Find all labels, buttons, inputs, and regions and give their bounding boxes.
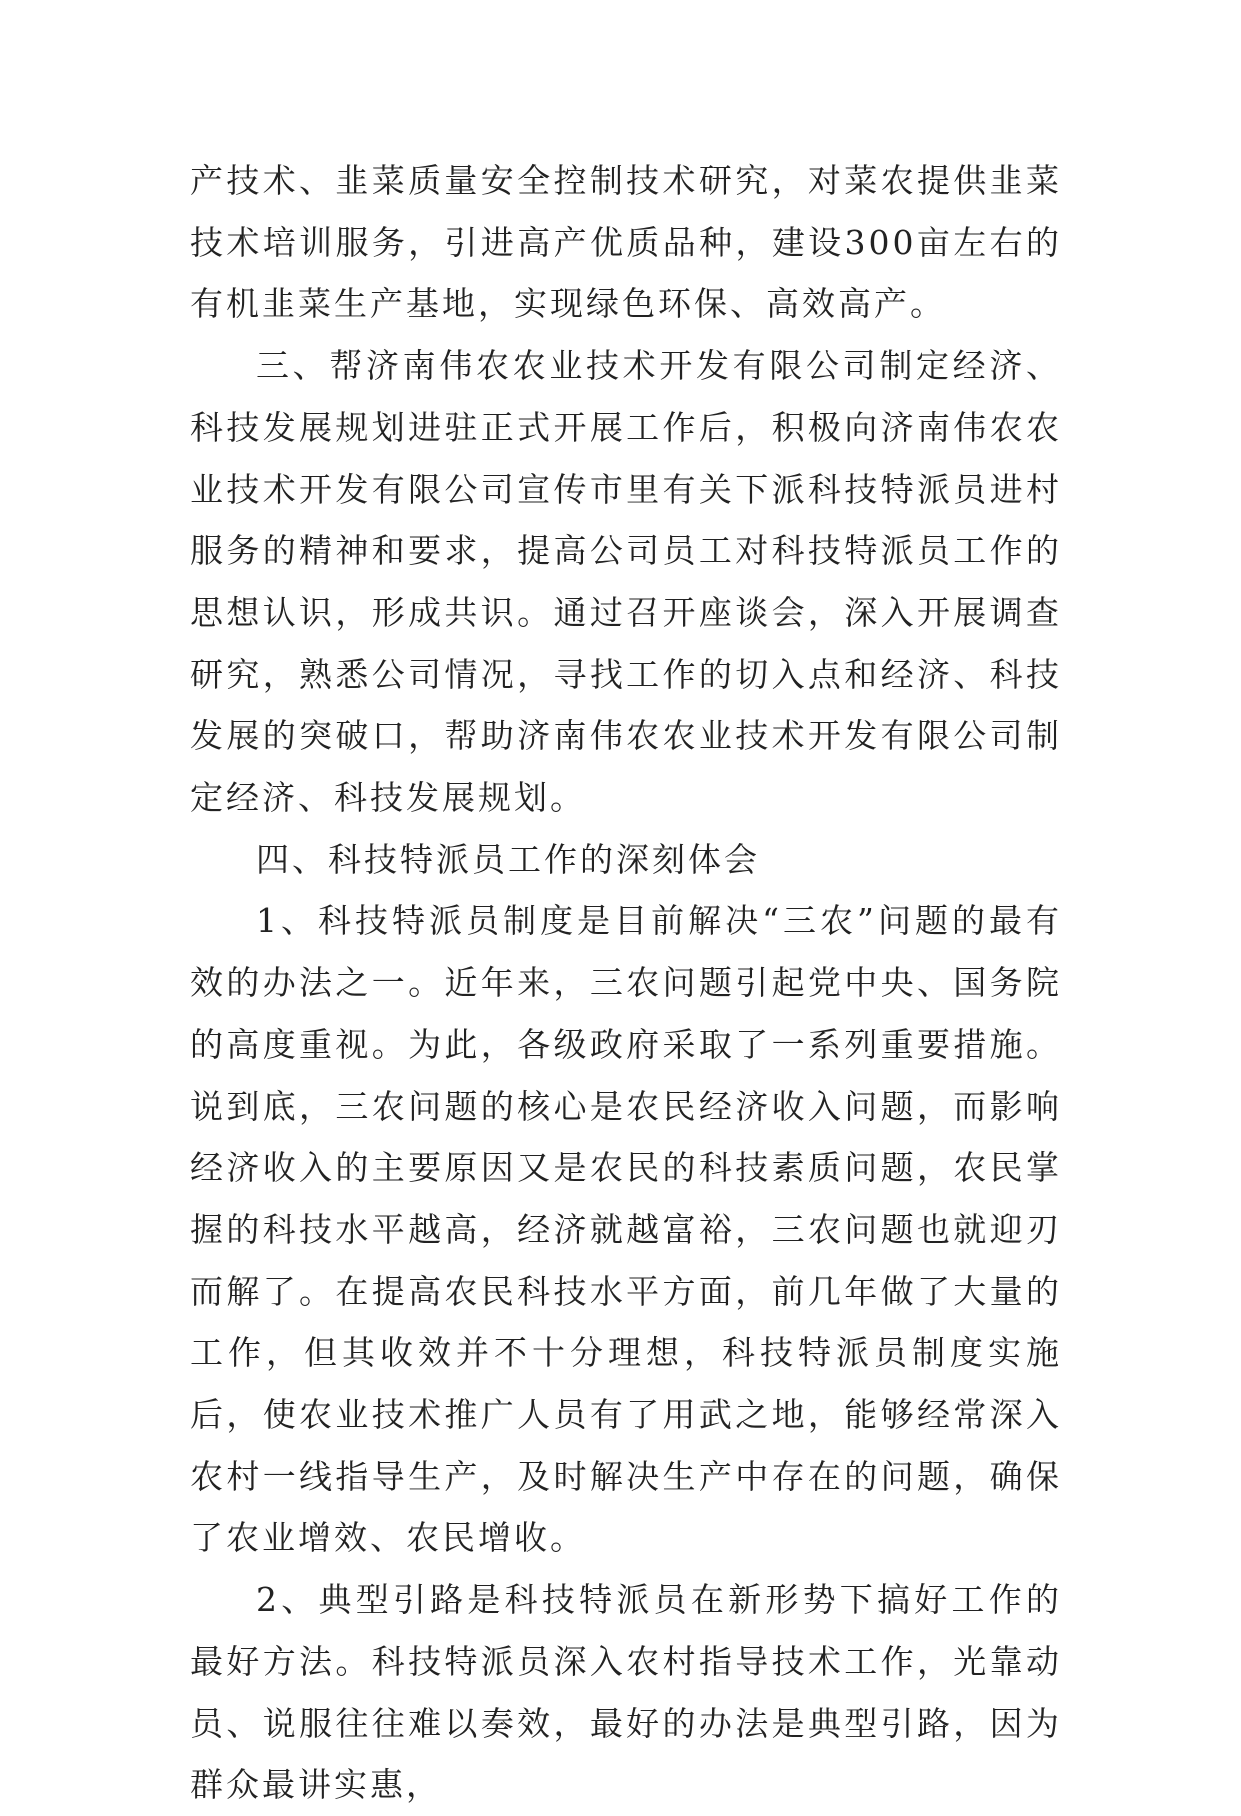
document-body: [190, 150, 1062, 1816]
paragraph-continuation: 产技术、韭菜质量安全控制技术研究，对菜农提供韭菜技术培训服务，引进高产优质品种，建设300亩左右的有机韭菜生产基地，实现绿色环保、高效高产。: [190, 161, 1062, 324]
paragraph-section-three: 三、帮济南伟农农业技术开发有限公司制定经济、科技发展规划进驻正式开展工作后，积极向济南伟农农业技术开发有限公司宣传市里有关下派科技特派员进村服务的精神和要求，提高公司员工对科技特派员工作的思想认识，形成共识。通过召开座谈会，深入开展调查研究，熟悉公司情况，寻找工作的切入点和经济、科技发展的突破口，帮助济南伟农农业技术开发有限公司制定经济、科技发展规划。: [190, 346, 1062, 818]
section-heading-four: 四、科技特派员工作的深刻体会: [256, 839, 760, 879]
paragraph-point-two: 2、典型引路是科技特派员在新形势下搞好工作的最好方法。科技特派员深入农村指导技术工作，光靠动员、说服往往难以奏效，最好的办法是典型引路，因为群众最讲实惠，: [190, 1580, 1062, 1805]
paragraph-point-one: 1、科技特派员制度是目前解决“三农”问题的最有效的办法之一。近年来，三农问题引起党中央、国务院的高度重视。为此，各级政府采取了一系列重要措施。说到底，三农问题的核心是农民经济收入问题，而影响经济收入的主要原因又是农民的科技素质问题，农民掌握的科技水平越高，经济就越富裕，三农问题也就迎刃而解了。在提高农民科技水平方面，前几年做了大量的工作，但其收效并不十分理想，科技特派员制度实施后，使农业技术推广人员有了用武之地，能够经常深入农村一线指导生产，及时解决生产中存在的问题，确保了农业增效、农民增收。: [190, 901, 1062, 1558]
